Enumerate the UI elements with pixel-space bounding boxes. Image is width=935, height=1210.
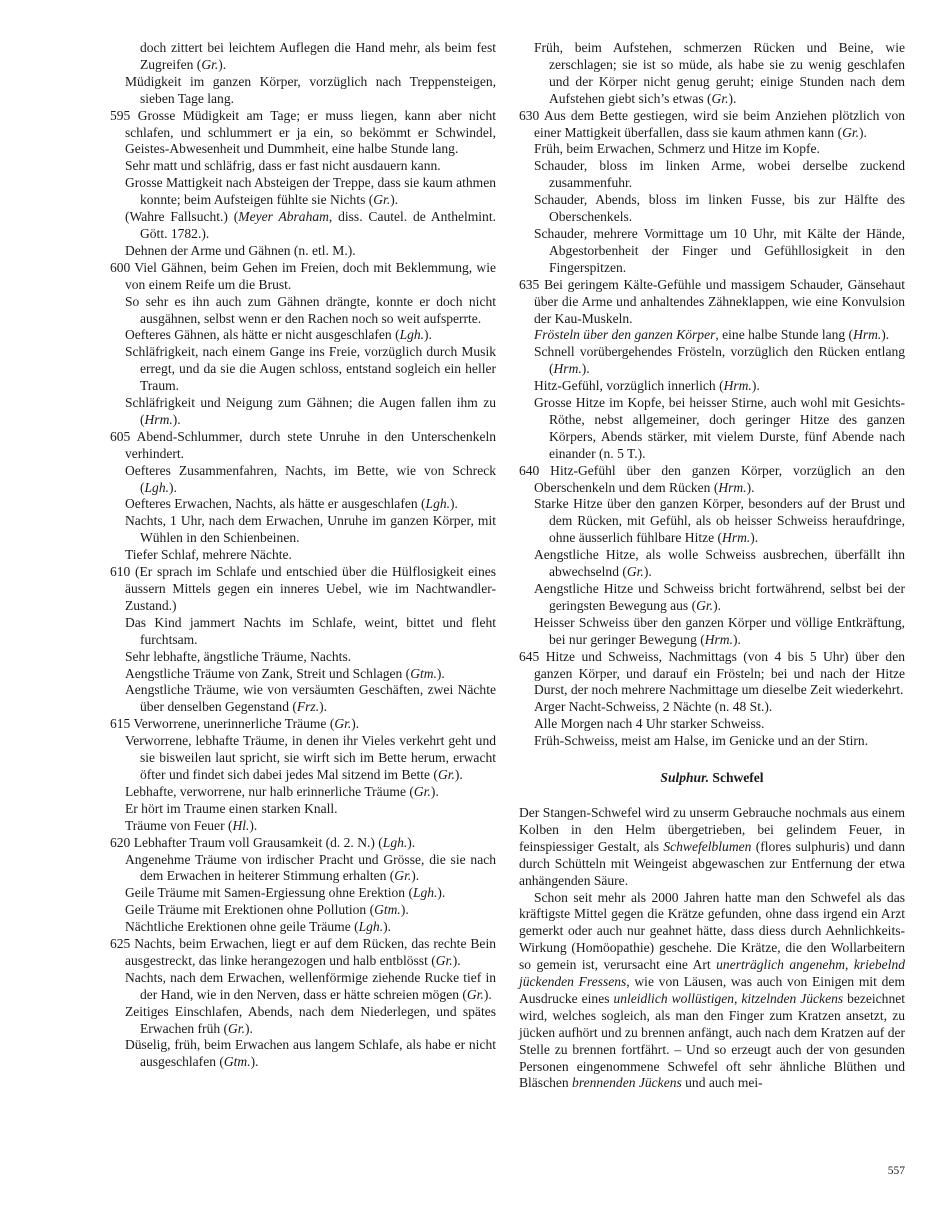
entry-text: Abend-Schlummer, durch stete Unruhe in den Unterschenkeln verhindert. (125, 428, 496, 461)
entry-number: 615 (110, 716, 134, 732)
symptom-entry-615 (110, 716, 496, 733)
entry-text: Bei geringem Kälte-Gefühle und massigem Schauder, Gänsehaut über die Arme und anhaltendes Zähneklappen, wie eine Konvulsion der Kau-Muskeln. (534, 276, 905, 326)
symptom-entry: Träume von Feuer (Hl.). (125, 817, 258, 833)
symptom-entry-630 (519, 108, 905, 142)
heading-latin: Sulphur. (660, 770, 710, 786)
symptom-entry: Frösteln über den ganzen Körper, eine halbe Stunde lang (Hrm.). (534, 327, 890, 343)
symptom-entry: Nachts, 1 Uhr, nach dem Erwachen, Unruhe im ganzen Körper, mit Wühlen in den Schienbeinen. (125, 513, 496, 546)
symptom-entry: Nachts, nach dem Erwachen, wellenförmige ziehende Rucke tief in der Hand, wie in den Nerven, dass er hätte schreien mögen (Gr.). (125, 969, 496, 1002)
symptom-entry: Er hört im Traume einen starken Knall. (125, 800, 338, 816)
symptom-entry: Geile Träume mit Erektionen ohne Pollution (Gtm.). (125, 902, 409, 918)
symptom-entry: Alle Morgen nach 4 Uhr starker Schweiss. (534, 716, 765, 732)
symptom-entry: Heisser Schweiss über den ganzen Körper und völlige Entkräftung, bei nur geringer Bewegung (Hrm.). (534, 614, 905, 647)
symptom-entry: Aengstliche Träume, wie von versäumten Geschäften, zwei Nächte über denselben Gegenstand (Frz.). (125, 682, 496, 715)
symptom-entry: Aengstliche Hitze, als wolle Schweiss ausbrechen, überfällt ihn abwechselnd (Gr.). (534, 547, 905, 580)
symptom-entry: Grosse Mattigkeit nach Absteigen der Treppe, dass sie kaum athmen konnte; beim Aufsteigen fühlte sie Nichts (Gr.). (125, 175, 496, 208)
right-column (519, 40, 905, 1092)
symptom-entry: Nächtliche Erektionen ohne geile Träume (Lgh.). (125, 919, 391, 935)
entry-text: Hitz-Gefühl über den ganzen Körper, vorzüglich an den Oberschenkeln und dem Rücken (Hrm.). (534, 462, 905, 495)
symptom-entry-600 (110, 260, 496, 294)
symptom-entry: Schläfrigkeit und Neigung zum Gähnen; die Augen fallen ihm zu (Hrm.). (125, 395, 496, 427)
symptom-entry: Oefteres Zusammenfahren, Nachts, im Bette, wie von Schreck (Lgh.). (125, 462, 496, 495)
symptom-entry: Schnell vorübergehendes Frösteln, vorzüglich den Rücken entlang (Hrm.). (534, 344, 905, 377)
entry-number: 640 (519, 462, 551, 478)
symptom-entry-610 (110, 564, 496, 615)
symptom-entry: Zeitiges Einschlafen, Abends, nach dem Niederlegen, und spätes Erwachen früh (Gr.). (125, 1003, 496, 1036)
symptom-entry: Sehr matt und schläfrig, dass er fast nicht ausdauern kann. (125, 158, 441, 174)
entry-text: (Er sprach im Schlafe und entschied über die Hülflosigkeit eines äussern Mittels gegen ein inneres Uebel, wie im Nachtwandler-Zustand.) (125, 564, 496, 613)
symptom-entry: Früh, beim Aufstehen, schmerzen Rücken und Beine, wie zerschlagen; sie ist so müde, als habe sie zu wenig geschlafen und der Körper nicht genug geruht; einige Stunden nach dem Aufstehen giebt sich’s etwas (Gr.). (534, 40, 905, 106)
symptom-entry: Starke Hitze über den ganzen Körper, besonders auf der Brust und dem Rücken, mit Gefühl, als ob heisser Schweiss heraufdringe, ohne äusserlich fühlbare Hitze (Hrm.). (534, 496, 905, 546)
symptom-entry: Aengstliche Träume von Zank, Streit und Schlagen (Gtm.). (125, 665, 445, 681)
entry-number: 630 (519, 107, 544, 123)
symptom-entry-635 (519, 277, 905, 328)
entry-text: Aus dem Bette gestiegen, wird sie beim Anziehen plötzlich von einer Mattigkeit überfallen, dass sie kaum athmen kann (Gr.). (534, 107, 905, 140)
symptom-entry-605 (110, 429, 496, 463)
entry-number: 600 (110, 259, 135, 275)
symptom-entry: Sehr lebhafte, ängstliche Träume, Nachts. (125, 648, 352, 664)
page-number: 557 (887, 1165, 905, 1177)
entry-number: 610 (110, 564, 135, 580)
entry-text: Lebhafter Traum voll Grausamkeit (d. 2. N.) (Lgh.). (133, 834, 416, 850)
symptom-entry: Das Kind jammert Nachts im Schlafe, weint, bittet und fleht furchtsam. (125, 614, 496, 647)
symptom-entry: Schläfrigkeit, nach einem Gange ins Freie, vorzüglich durch Musik erregt, und da sie die Augen schloss, entstand sogleich ein heller Traum. (125, 344, 496, 394)
symptom-entry-595 (110, 108, 496, 159)
symptom-entry: Aengstliche Hitze und Schweiss bricht fortwährend, selbst bei der geringsten Bewegung aus (Gr.). (534, 581, 905, 613)
entry-number: 620 (110, 834, 134, 850)
body-paragraph: Schon seit mehr als 2000 Jahren hatte man den Schwefel als das kräftigste Mittel gegen die Krätze gefunden, ohne dass irgend ein Arzt gemerkt oder auch nur geahnet hätte, dass diess durch Aehnlichkeits-Wirkung (Homöopathie) geschehe. Die Krätze, die den Wollarbeitern so gemein ist, verursacht eine Art unerträglich angenehm, kriebelnd jückenden Fressens, wie von Läusen, was auch von Einigen mit dem Ausdrucke eines unleidlich wollüstigen, kitzelnden Jückens bezeichnet wird, welches sogleich, als man den Finger zum Kratzen ansetzt, zu jücken aufhört und zu brennen anfängt, auch nach dem Kratzen auf der Stelle zu brennen fortfährt. – Und so erzeugt auch der von gesunden Personen eingenommene Schwefel oft sehr ähnliche Blüthen und Bläschen brennenden Jückens und auch mei- (519, 889, 905, 1091)
symptom-entry: Arger Nacht-Schweiss, 2 Nächte (n. 48 St.). (534, 699, 773, 715)
symptom-entry: Tiefer Schlaf, mehrere Nächte. (125, 547, 292, 563)
entry-number: 635 (519, 276, 545, 292)
symptom-entry: Verworrene, lebhafte Träume, in denen ihr Vieles verkehrt geht und sie bisweilen laut spricht, sie wirft sich im Bette herum, erwacht öfter und findet sich dabei jedes Mal sitzend im Bette (Gr.). (125, 733, 496, 782)
symptom-entry: Geile Träume mit Samen-Ergiessung ohne Erektion (Lgh.). (125, 885, 446, 901)
left-column (110, 40, 496, 1071)
symptom-entry: Früh, beim Erwachen, Schmerz und Hitze im Kopfe. (534, 141, 820, 157)
entry-text: Verworrene, unerinnerliche Träume (Gr.). (133, 716, 360, 732)
symptom-entry: Dehnen der Arme und Gähnen (n. etl. M.). (125, 242, 356, 258)
entry-text: Hitze und Schweiss, Nachmittags (von 4 bis 5 Uhr) über den ganzen Körper, und darauf ein Frösteln; bei und nach der Hitze Durst, der noch mehrere Nachmittage um dieselbe Zeit wiederkehrt. (534, 648, 905, 698)
symptom-entry: Hitz-Gefühl, vorzüglich innerlich (Hrm.). (534, 378, 760, 394)
entry-number: 595 (110, 107, 138, 123)
body-paragraph: Der Stangen-Schwefel wird zu unserm Gebrauche nochmals aus einem Kolben in den Helm übergetrieben, bei gelindem Feuer, in feinspiessiger Gestalt, als Schwefelblumen (flores sulphuris) und dann durch Schütteln mit Weingeist abgewaschen zur Entfernung der etwa anhängenden Säure. (519, 804, 905, 888)
symptom-entry-continued: doch zittert bei leichtem Auflegen die Hand mehr, als beim fest Zugreifen (Gr.). (140, 40, 496, 72)
symptom-entry-625 (110, 936, 496, 970)
symptom-entry: Schauder, Abends, bloss im linken Fusse, bis zur Hälfte des Oberschenkels. (534, 192, 905, 225)
entry-number: 645 (519, 648, 546, 664)
entry-number: 605 (110, 428, 137, 444)
symptom-entry: (Wahre Fallsucht.) (Meyer Abraham, diss. Cautel. de Anthelmint. Gött. 1782.). (125, 209, 496, 241)
symptom-entry-645 (519, 649, 905, 700)
section-heading (519, 770, 905, 787)
symptom-entry-620 (110, 835, 496, 852)
symptom-entry: Müdigkeit im ganzen Körper, vorzüglich nach Treppensteigen, sieben Tage lang. (125, 73, 496, 106)
symptom-entry: So sehr es ihn auch zum Gähnen drängte, konnte er doch nicht ausgähnen, selbst wenn er den Rachen noch so weit aufsperrte. (125, 293, 496, 326)
heading-german: Schwefel (712, 770, 764, 786)
symptom-entry: Angenehme Träume von irdischer Pracht und Grösse, die sie nach dem Erwachen in heiterer Stimmung erhalten (Gr.). (125, 851, 496, 884)
entry-text: Nachts, beim Erwachen, liegt er auf dem Rücken, das rechte Bein ausgestreckt, das linke herangezogen und halb entblösst (Gr.). (125, 936, 496, 968)
entry-text: Grosse Müdigkeit am Tage; er muss liegen, kann aber nicht schlafen, und schlummert er ja ein, so bekömmt er Schwindel, Geistes-Abwesenheit und Dummheit, eine halbe Stunde lang. (125, 107, 496, 157)
symptom-entry: Schauder, mehrere Vormittage um 10 Uhr, mit Kälte der Hände, Abgestorbenheit der Finger und Gefühllosigkeit in den Fingerspitzen. (534, 225, 905, 275)
symptom-entry: Grosse Hitze im Kopfe, bei heisser Stirne, auch wohl mit Gesichts-Röthe, nebst allgemeiner, doch geringer Hitze des ganzen Körpers, Abends stärker, mit vielem Durste, fünf Abende nach einander (n. 5 T.). (534, 395, 905, 461)
symptom-entry: Schauder, bloss im linken Arme, wobei derselbe zuckend zusammenfuhr. (534, 158, 905, 191)
symptom-entry-640 (519, 463, 905, 497)
symptom-entry: Düselig, früh, beim Erwachen aus langem Schlafe, als habe er nicht ausgeschlafen (Gtm.). (125, 1037, 496, 1070)
symptom-entry: Oefteres Erwachen, Nachts, als hätte er ausgeschlafen (Lgh.). (125, 496, 458, 512)
symptom-entry: Lebhafte, verworrene, nur halb erinnerliche Träume (Gr.). (125, 783, 439, 799)
symptom-entry: Oefteres Gähnen, als hätte er nicht ausgeschlafen (Lgh.). (125, 327, 432, 343)
entry-number: 625 (110, 936, 135, 952)
entry-text: Viel Gähnen, beim Gehen im Freien, doch mit Beklemmung, wie von einem Reife um die Brust. (125, 259, 496, 292)
symptom-entry: Früh-Schweiss, meist am Halse, im Genicke und an der Stirn. (534, 733, 869, 749)
